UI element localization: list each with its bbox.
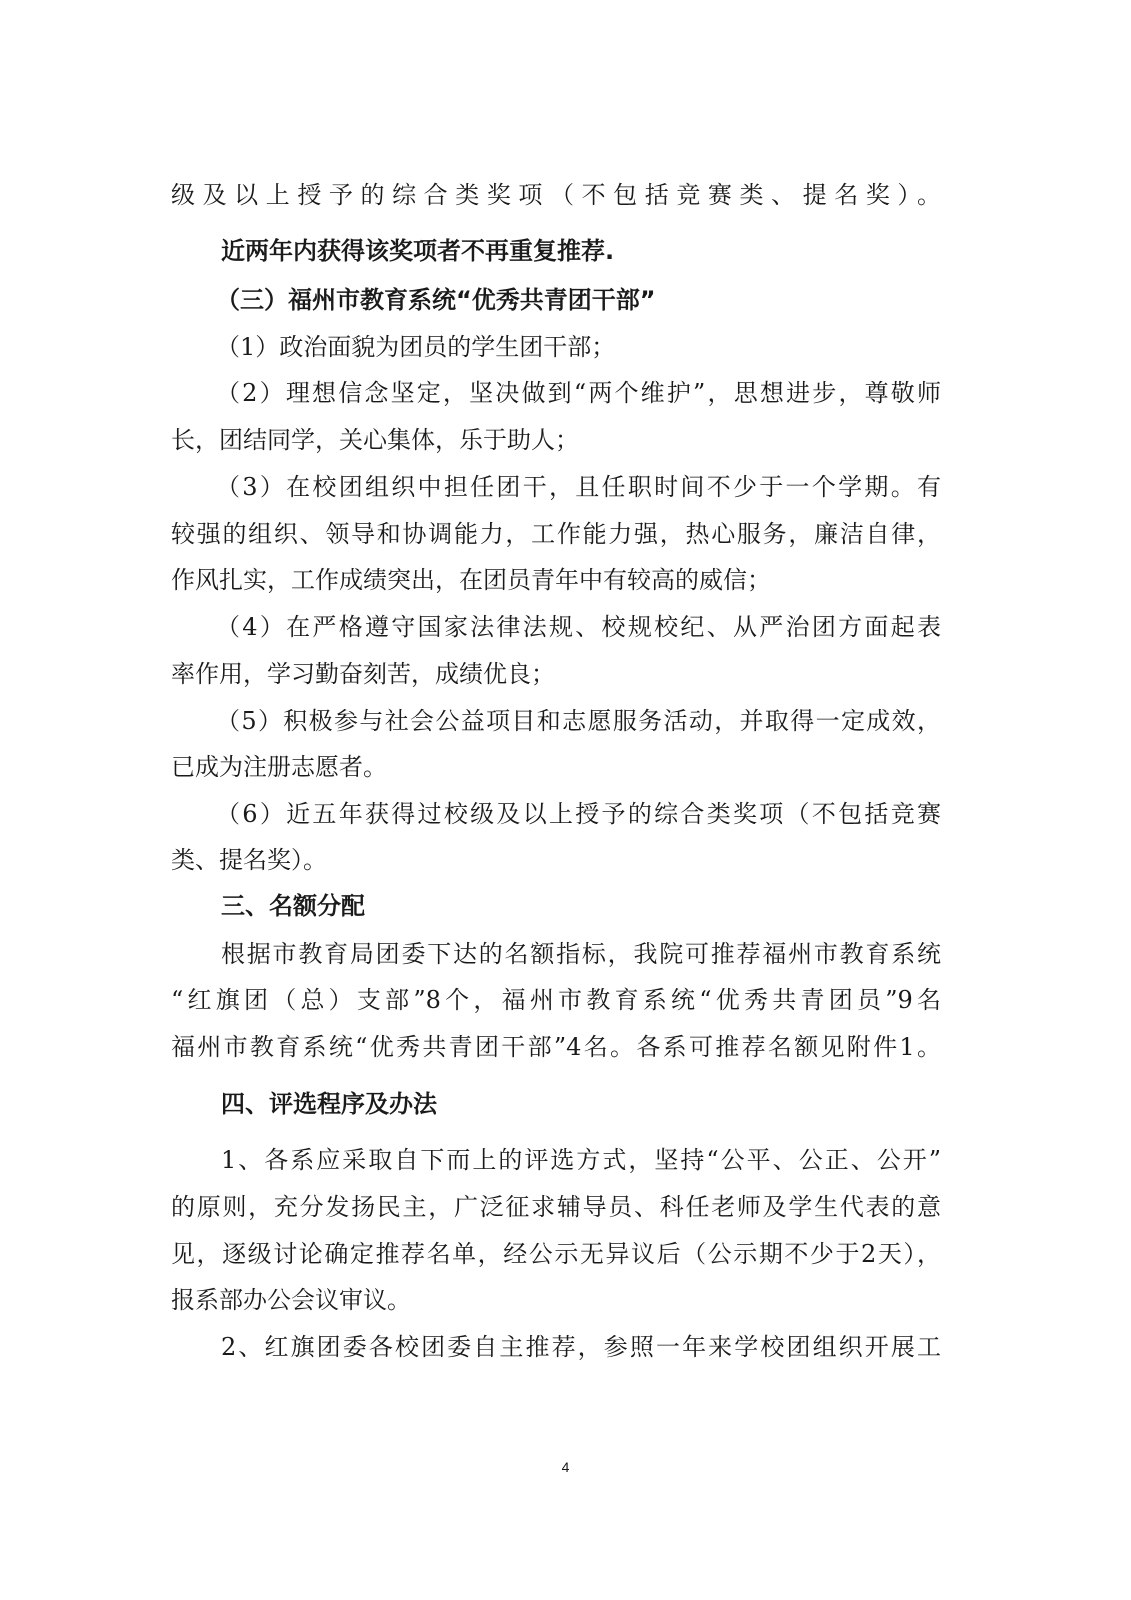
body-line: 长，团结同学，关心集体，乐于助人； [171, 426, 579, 454]
body-line: 较强的组织、领导和协调能力，工作能力强，热心服务，廉洁自律， [171, 520, 941, 548]
body-line: 福州市教育系统“优秀共青团干部”4名。各系可推荐名额见附件1。 [171, 1033, 941, 1061]
body-line: 作风扎实，工作成绩突出，在团员青年中有较高的威信； [171, 566, 771, 594]
body-line: （5）积极参与社会公益项目和志愿服务活动，并取得一定成效， [216, 707, 941, 735]
body-line: 根据市教育局团委下达的名额指标，我院可推荐福州市教育系统 [221, 940, 941, 968]
body-line: 1、各系应采取自下而上的评选方式，坚持“公平、公正、公开” [221, 1146, 941, 1174]
page-number: 4 [561, 1459, 570, 1475]
section-heading-3: （三）福州市教育系统“优秀共青团干部” [216, 286, 656, 314]
body-line: 的原则，充分发扬民主，广泛征求辅导员、科任老师及学生代表的意 [171, 1193, 941, 1221]
body-line: （6）近五年获得过校级及以上授予的综合类奖项（不包括竞赛 [216, 800, 941, 828]
body-line: 类、提名奖）。 [171, 846, 327, 874]
body-line: （3）在校团组织中担任团干，且任职时间不少于一个学期。有 [216, 473, 941, 501]
section-heading-four: 四、评选程序及办法 [221, 1090, 437, 1118]
body-line: “红旗团（总）支部”8个，福州市教育系统“优秀共青团员”9名 [171, 986, 941, 1014]
body-line: 见，逐级讨论确定推荐名单，经公示无异议后（公示期不少于2天）， [171, 1240, 941, 1268]
body-line: 已成为注册志愿者。 [171, 753, 387, 781]
body-line: 报系部办公会议审议。 [171, 1286, 411, 1314]
body-line: 2、红旗团委各校团委自主推荐，参照一年来学校团组织开展工 [221, 1333, 941, 1361]
body-line: （2）理想信念坚定，坚决做到“两个维护”，思想进步，尊敬师 [216, 379, 941, 407]
body-line: （4）在严格遵守国家法律法规、校规校纪、从严治团方面起表 [216, 613, 941, 641]
section-heading-three: 三、名额分配 [221, 892, 365, 920]
body-line: 率作用，学习勤奋刻苦，成绩优良； [171, 660, 555, 688]
body-line: 级及以上授予的综合类奖项（不包括竞赛类、提名奖）。 [171, 181, 941, 209]
bold-note-line: 近两年内获得该奖项者不再重复推荐. [221, 237, 615, 265]
body-line: （1）政治面貌为团员的学生团干部； [216, 333, 616, 361]
